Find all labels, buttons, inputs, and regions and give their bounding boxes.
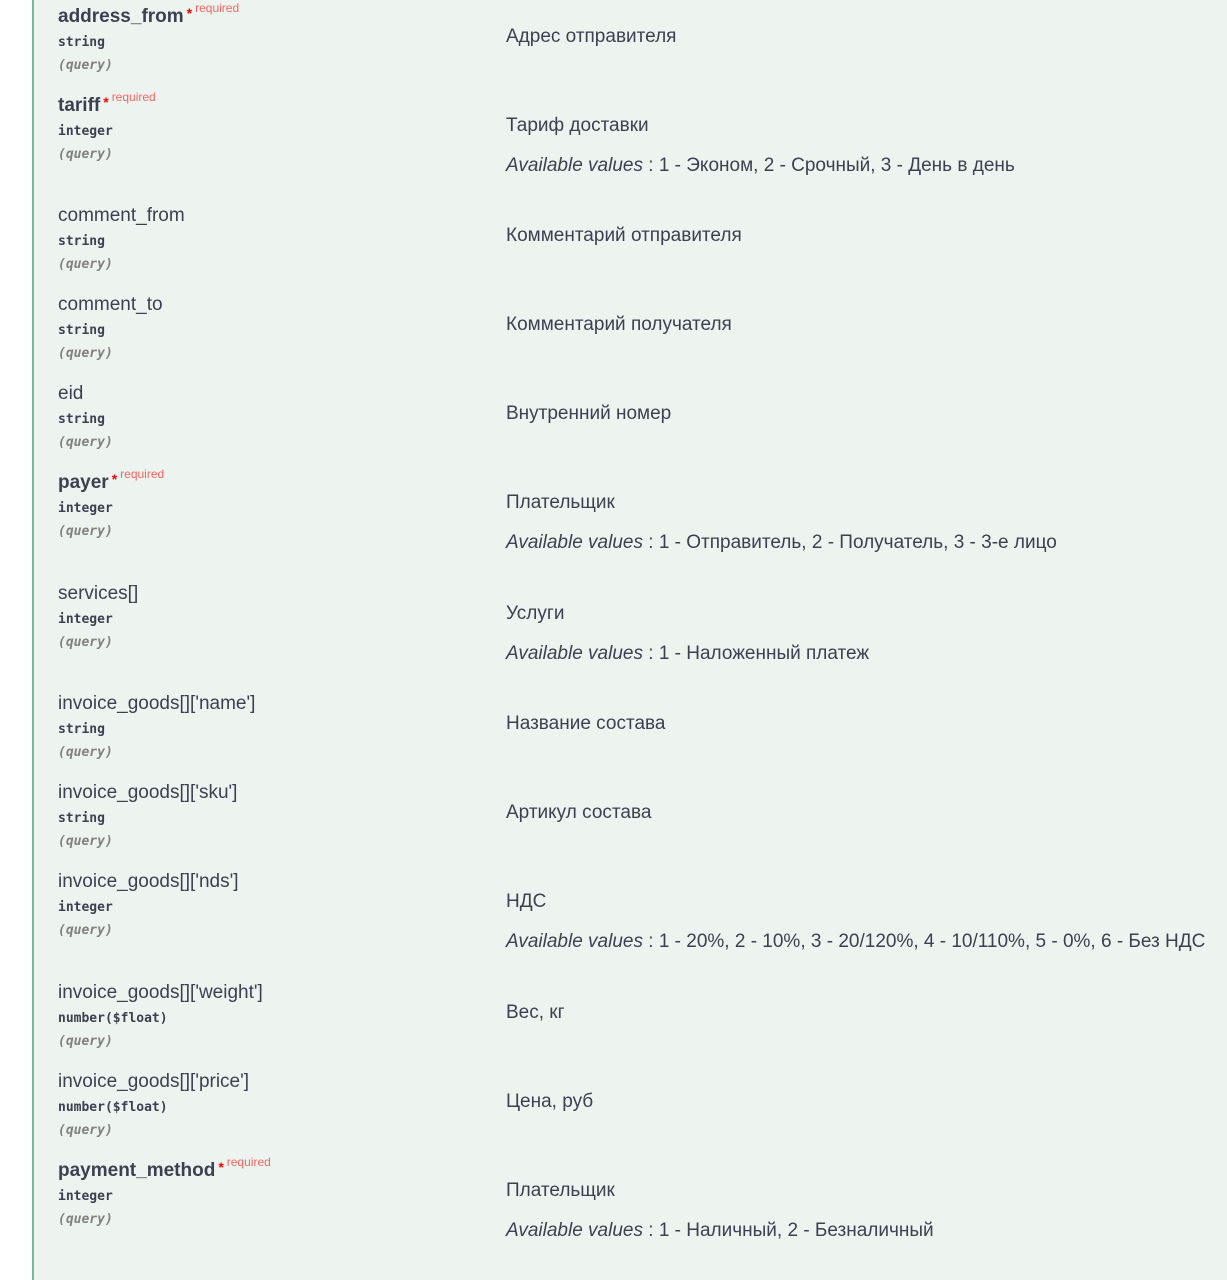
parameter-description: Услуги xyxy=(506,603,565,624)
parameter-description: Артикул состава xyxy=(506,802,652,823)
required-asterisk-icon: * xyxy=(186,5,193,21)
parameter-description: Название состава xyxy=(506,713,666,734)
parameter-type: string xyxy=(58,722,105,737)
parameter-type: string xyxy=(58,323,105,338)
parameter-location: (query) xyxy=(58,257,113,272)
parameter-type: integer xyxy=(58,501,113,516)
parameter-location: (query) xyxy=(58,1212,113,1227)
required-asterisk-icon: * xyxy=(111,471,118,487)
parameter-name xyxy=(58,1,240,28)
parameter-name xyxy=(58,1071,249,1093)
parameter-type: number($float) xyxy=(58,1100,168,1115)
available-values: Available values : 1 - Эконом, 2 - Срочный, 3 - День в день xyxy=(506,155,1015,176)
parameter-location: (query) xyxy=(58,524,113,539)
parameter-name-text: tariff xyxy=(58,95,101,116)
parameter-type: number($float) xyxy=(58,1011,168,1026)
parameter-type: integer xyxy=(58,612,113,627)
parameter-name xyxy=(58,871,238,893)
parameter-name xyxy=(58,90,156,117)
parameter-location: (query) xyxy=(58,1034,113,1049)
available-values-label: Available values xyxy=(506,643,643,664)
parameter-description: НДС xyxy=(506,891,547,912)
parameter-name xyxy=(58,467,165,494)
available-values-list: 1 - Эконом, 2 - Срочный, 3 - День в день xyxy=(658,155,1015,176)
parameter-name xyxy=(58,383,83,405)
parameter-name xyxy=(58,294,163,316)
available-values-list: 1 - Отправитель, 2 - Получатель, 3 - 3-е лицо xyxy=(658,532,1057,553)
available-values: Available values : 1 - Наложенный платеж xyxy=(506,643,870,664)
parameter-name-text: comment_from xyxy=(58,205,185,226)
available-values: Available values : 1 - Наличный, 2 - Безналичный xyxy=(506,1220,934,1241)
parameter-name-text: comment_to xyxy=(58,294,163,315)
parameter-name-text: invoice_goods[]['price'] xyxy=(58,1071,250,1092)
parameter-type: string xyxy=(58,811,105,826)
required-label: required xyxy=(120,467,165,481)
parameter-location: (query) xyxy=(58,923,113,938)
parameter-type: integer xyxy=(58,900,113,915)
parameter-type: string xyxy=(58,234,105,249)
parameter-location: (query) xyxy=(58,1123,113,1138)
parameter-name xyxy=(58,982,263,1004)
parameter-description: Плательщик xyxy=(506,492,615,513)
parameter-location: (query) xyxy=(58,435,113,450)
available-values-label: Available values xyxy=(506,532,643,553)
parameter-location: (query) xyxy=(58,58,113,73)
required-label: required xyxy=(195,1,240,15)
parameter-name-text: invoice_goods[]['nds'] xyxy=(58,871,239,892)
available-values-list: 1 - 20%, 2 - 10%, 3 - 20/120%, 4 - 10/110%, 5 - 0%, 6 - Без НДС xyxy=(658,931,1206,952)
parameter-name-text: address_from xyxy=(58,6,184,27)
parameter-name-text: invoice_goods[]['name'] xyxy=(58,693,256,714)
parameter-description: Цена, руб xyxy=(506,1091,594,1112)
parameter-name-text: invoice_goods[]['sku'] xyxy=(58,782,238,803)
available-values-label: Available values xyxy=(506,931,643,952)
parameter-name-text: services[] xyxy=(58,583,139,604)
parameter-description: Внутренний номер xyxy=(506,403,672,424)
parameters-table xyxy=(32,0,1227,1280)
parameter-location: (query) xyxy=(58,745,113,760)
required-label: required xyxy=(111,90,156,104)
available-values-label: Available values xyxy=(506,1220,643,1241)
available-values-list: 1 - Наличный, 2 - Безналичный xyxy=(658,1220,934,1241)
required-asterisk-icon: * xyxy=(218,1159,224,1175)
parameter-name xyxy=(58,1155,271,1182)
parameter-description: Комментарий получателя xyxy=(506,314,732,335)
parameter-location: (query) xyxy=(58,346,113,361)
available-values-label: Available values xyxy=(506,155,643,176)
parameter-type: string xyxy=(58,35,105,50)
parameter-name-text: eid xyxy=(58,383,84,404)
parameter-description: Адрес отправителя xyxy=(506,26,677,47)
parameter-type: integer xyxy=(58,1189,113,1204)
parameter-name xyxy=(58,782,237,804)
parameter-name-text: invoice_goods[]['weight'] xyxy=(58,982,263,1003)
parameter-description: Плательщик xyxy=(506,1180,615,1201)
required-asterisk-icon: * xyxy=(103,94,109,110)
parameter-description: Комментарий отправителя xyxy=(506,225,742,246)
parameter-name xyxy=(58,693,255,715)
parameter-name xyxy=(58,205,185,227)
parameter-name-text: payer xyxy=(58,472,109,493)
parameter-description: Вес, кг xyxy=(506,1002,565,1023)
parameter-type: string xyxy=(58,412,105,427)
parameter-name-text: payment_method xyxy=(58,1160,216,1181)
parameter-type: integer xyxy=(58,124,113,139)
available-values: Available values : 1 - 20%, 2 - 10%, 3 - 20/120%, 4 - 10/110%, 5 - 0%, 6 - Без НДС xyxy=(506,931,1206,952)
parameter-location: (query) xyxy=(58,635,113,650)
available-values-list: 1 - Наложенный платеж xyxy=(658,643,870,664)
parameter-description: Тариф доставки xyxy=(506,115,649,136)
parameter-name xyxy=(58,583,138,605)
required-label: required xyxy=(226,1155,271,1169)
parameter-location: (query) xyxy=(58,147,113,162)
available-values: Available values : 1 - Отправитель, 2 - Получатель, 3 - 3-е лицо xyxy=(506,532,1057,553)
parameter-location: (query) xyxy=(58,834,113,849)
